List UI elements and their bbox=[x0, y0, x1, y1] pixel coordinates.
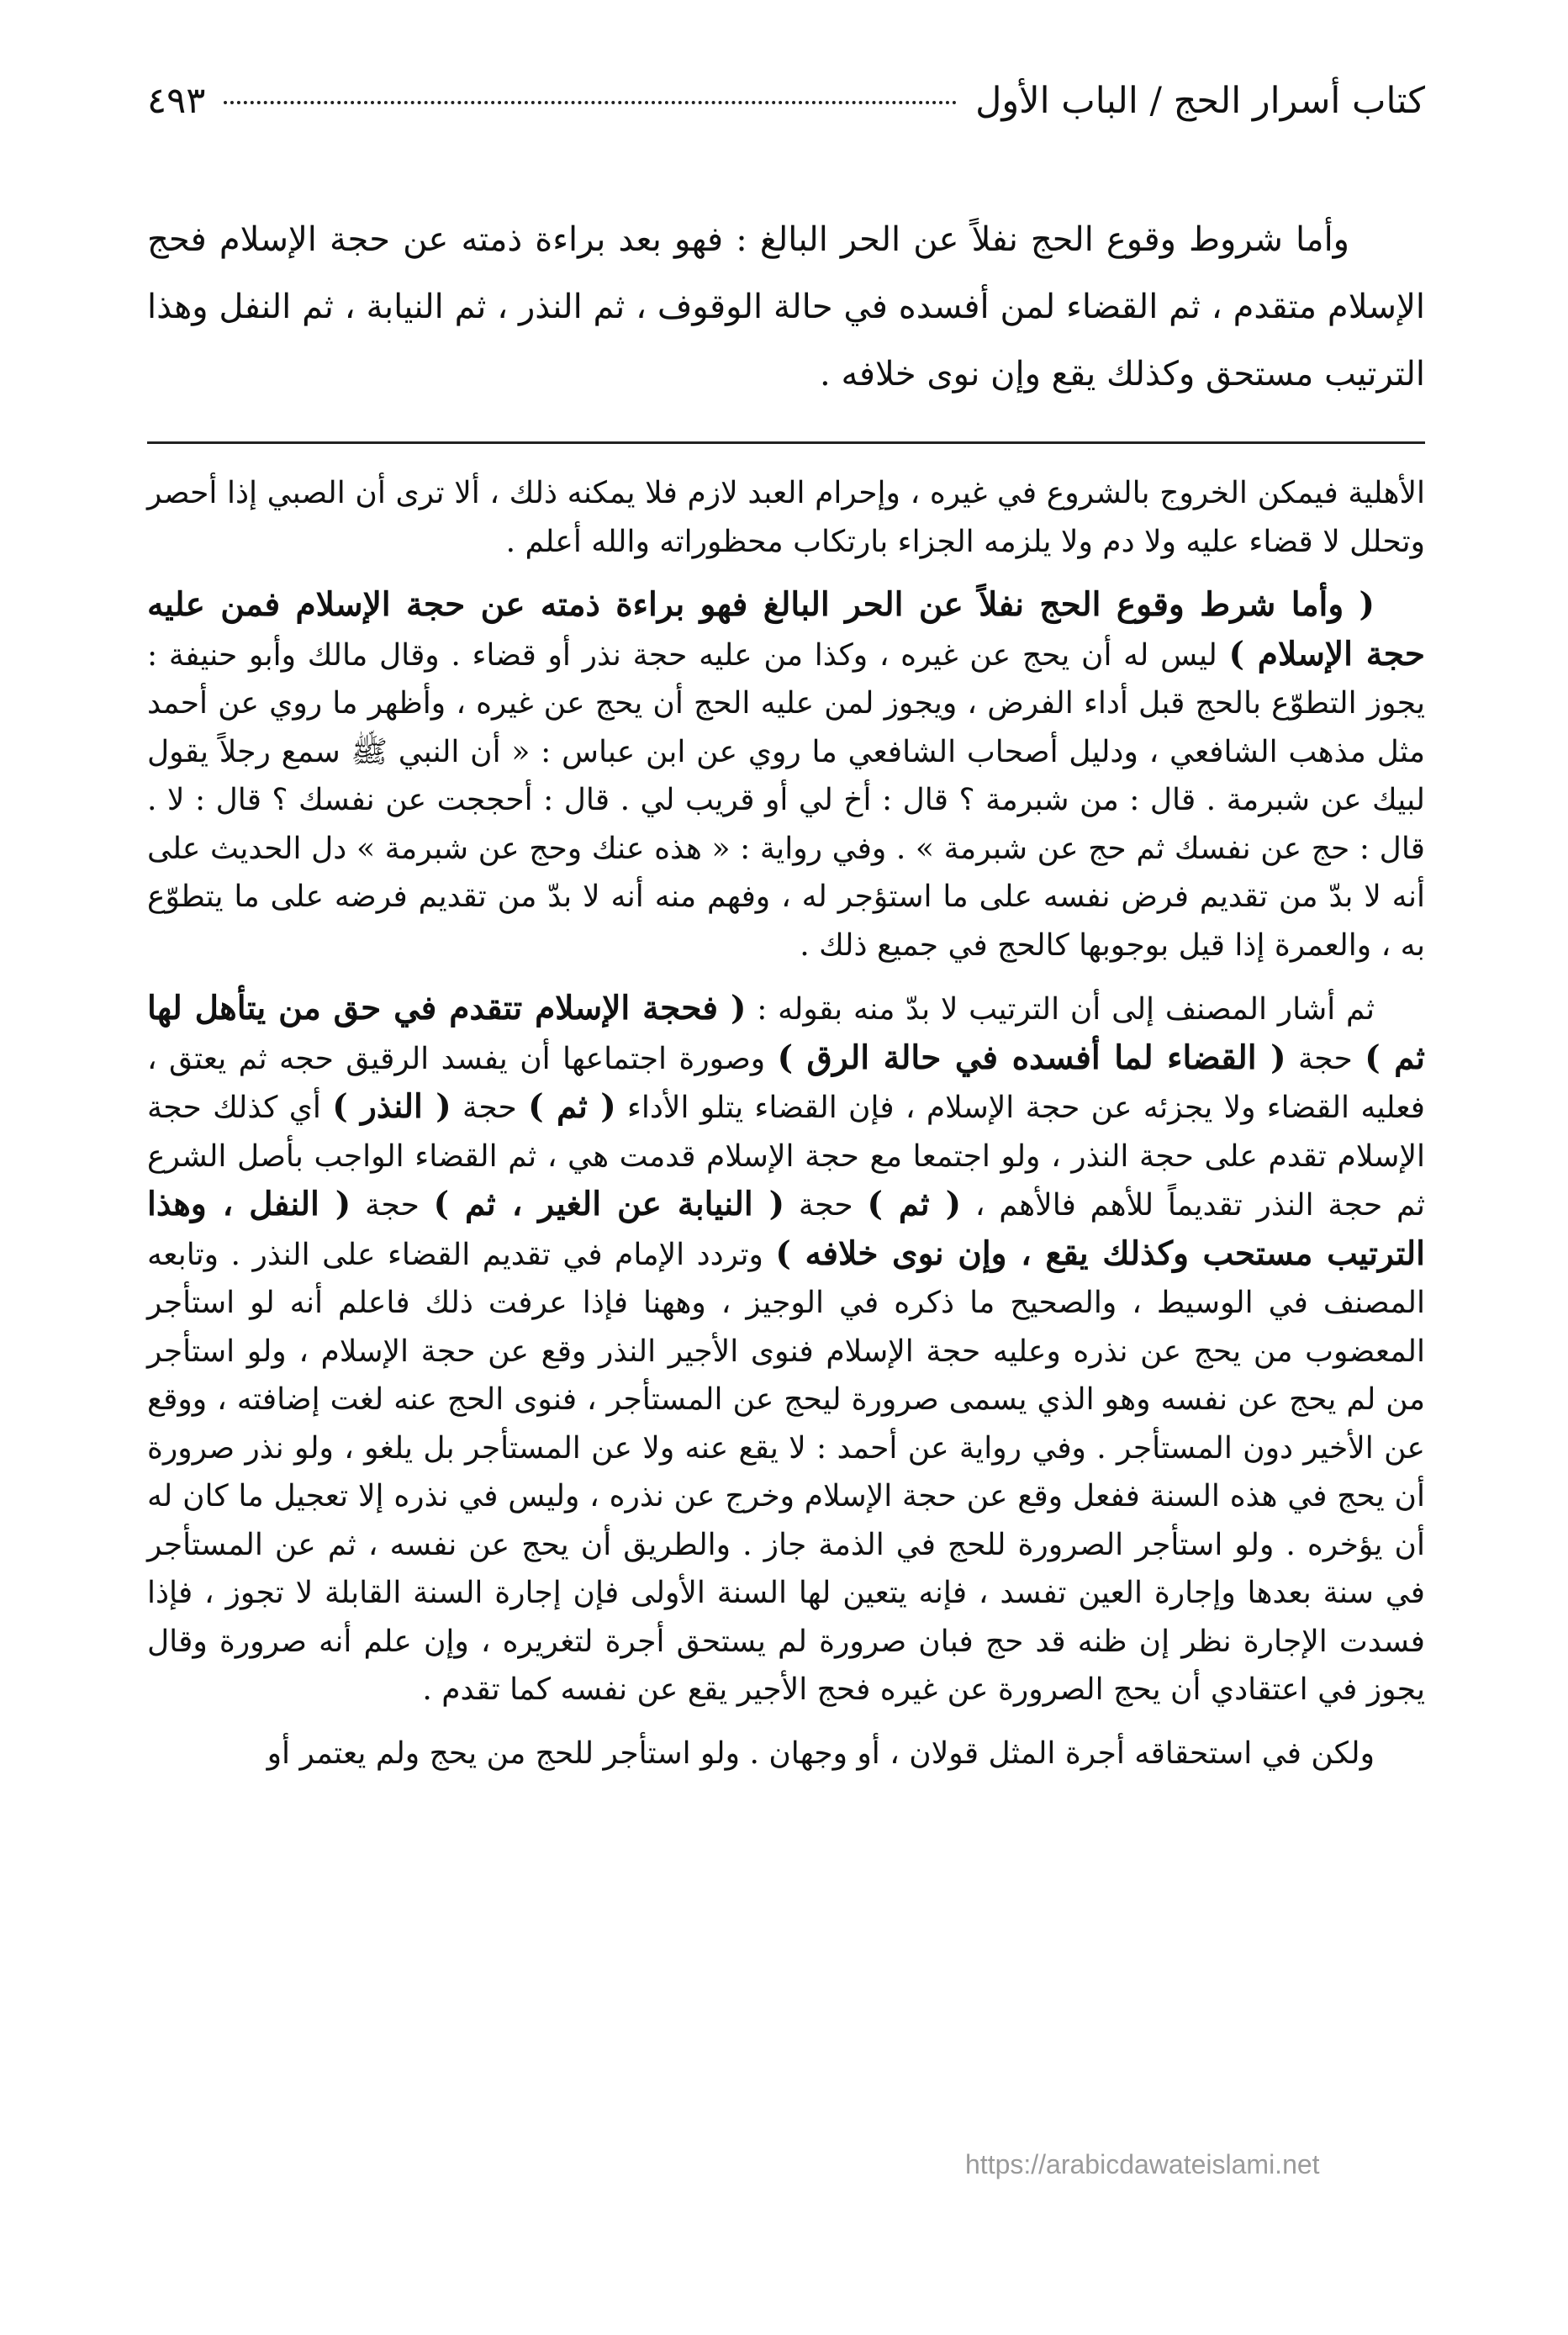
quoted-text: ( ثم ) bbox=[867, 1185, 962, 1223]
quoted-text: ( فحجة الإسلام تتقدم في حق من يتأهل لها ثم ) bbox=[147, 989, 1425, 1077]
book-page bbox=[147, 80, 1425, 1793]
commentary-block bbox=[147, 469, 1425, 1778]
leader-dots bbox=[224, 101, 957, 104]
commentary-text: ثم أشار المصنف إلى أن الترتيب لا بدّ منه بقوله : bbox=[746, 992, 1375, 1027]
commentary-text: حجة bbox=[351, 1188, 434, 1223]
commentary-paragraph-1: الأهلية فيمكن الخروج بالشروع في غيره ، وإحرام العبد لازم فلا يمكنه ذلك ، ألا ترى أن الصبي إذا أحصر وتحلل لا قضاء عليه ولا دم ولا يلزمه الجزاء بارتكاب محظوراته والله أعلم . bbox=[147, 476, 1425, 559]
quoted-text: ( النفل ، وهذا الترتيب مستحب وكذلك يقع ، وإن نوى خلافه ) bbox=[147, 1185, 1425, 1273]
commentary-text: وصورة اجتماعها أن يفسد الرقيق حجه ثم يعتق ، فعليه القضاء ولا يجزئه عن حجة الإسلام ، فإن القضاء يتلو الأداء bbox=[147, 1041, 1425, 1125]
commentary-paragraph-4: ولكن في استحقاقه أجرة المثل قولان ، أو وجهان . ولو استأجر للحج من يحج ولم يعتمر أو bbox=[267, 1735, 1375, 1771]
running-header bbox=[147, 80, 1425, 147]
separator-rule bbox=[147, 441, 1425, 444]
quoted-text: ( القضاء لما أفسده في حالة الرق ) bbox=[777, 1038, 1286, 1077]
commentary-text: حجة bbox=[784, 1188, 868, 1223]
quoted-text: ( ثم ) bbox=[528, 1087, 616, 1126]
quoted-text: ( النذر ) bbox=[332, 1087, 451, 1126]
commentary-paragraph-2 bbox=[147, 581, 1425, 969]
quoted-text: ( النيابة عن الغير ، ثم ) bbox=[433, 1185, 785, 1223]
running-title: كتاب أسرار الحج / الباب الأول bbox=[975, 80, 1425, 122]
main-text-paragraph: وأما شروط وقوع الحج نفلاً عن الحر البالغ : فهو بعد براءة ذمته عن حجة الإسلام فحج الإسلام متقدم ، ثم القضاء لمن أفسده في حالة الوقوف ، ثم النذر ، ثم النيابة ، ثم النفل وهذا الترتيب مستحق وكذلك يقع وإن نوى خلافه . bbox=[147, 220, 1426, 394]
source-watermark: https://arabicdawateislami.net bbox=[965, 2149, 1320, 2179]
commentary-text: وتردد الإمام في تقديم القضاء على النذر . وتابعه المصنف في الوسيط ، والصحيح ما ذكره في الوجيز ، وههنا فإذا عرفت ذلك فاعلم أنه لو استأجر المعضوب من يحج عن نذره وعليه حجة الإسلام فنوى الأجير النذر وقع عن حجة الإسلام ، ولو استأجر من لم يحج عن نفسه وهو الذي يسمى صرورة ليحج عن المستأجر ، فنوى الحج عنه لغت إضافته ، ووقع عن الأخير دون المستأجر . وفي رواية عن أحمد : لا يقع عنه ولا عن المستأجر بل يلغو ، ولو نذر صرورة أن يحج في هذه السنة ففعل وقع عن حجة الإسلام وخرج عن نذره ، وليس في نذره إلا تعجيل ما كان له أن يؤخره . ولو استأجر الصرورة للحج في الذمة جاز . والطريق أن يحج عن نفسه ، ثم عن المستأجر في سنة بعدها وإجارة العين تفسد ، فإنه يتعين لها السنة الأولى فإن إجارة السنة القابلة لا تجوز ، فإذا فسدت الإجارة نظر إن ظنه قد حج فبان صرورة لم يستحق أجرة لتغريره ، وإن علم أنه صرورة وقال يجوز في اعتقادي أن يحج الصرورة عن غيره فحج الأجير يقع عن نفسه كما تقدم . bbox=[147, 1237, 1426, 1707]
commentary-text: ليس له أن يحج عن غيره ، وكذا من عليه حجة نذر أو قضاء . وقال مالك وأبو حنيفة : يجوز التطوّع بالحج قبل أداء الفرض ، ويجوز لمن عليه الحج أن يحج عن غيره ، وأظهر ما روي عن أحمد مثل مذهب الشافعي ، ودليل أصحاب الشافعي ما روي عن ابن عباس : « أن النبي ﷺ سمع رجلاً يقول لبيك عن شبرمة . قال : من شبرمة ؟ قال : أخ لي أو قريب لي . قال : أحججت عن نفسك ؟ قال : لا . قال : حج عن نفسك ثم حج عن شبرمة » . وفي رواية : « هذه عنك وحج عن شبرمة » دل الحديث على أنه لا بدّ من تقديم فرض نفسه على ما استؤجر له ، وفهم منه أنه لا بدّ من تقديم فرضه على ما يتطوّع به ، والعمرة إذا قيل بوجوبها كالحج في جميع ذلك . bbox=[147, 637, 1426, 963]
commentary-text: أي كذلك حجة الإسلام تقدم على حجة النذر ، ولو اجتمعا مع حجة الإسلام قدمت هي ، ثم القضاء الواجب بأصل الشرع ثم حجة النذر تقديماً للأهم فالأهم ، bbox=[147, 1091, 1425, 1223]
page-number: ٤٩٣ bbox=[147, 80, 206, 122]
main-text-block bbox=[147, 206, 1425, 408]
quoted-text: ( وأما شرط وقوع الحج نفلاً عن الحر البالغ فهو براءة ذمته عن حجة الإسلام فمن عليه حجة الإسلام ) bbox=[147, 585, 1425, 674]
commentary-text: حجة bbox=[1286, 1041, 1365, 1076]
commentary-text: حجة bbox=[451, 1091, 529, 1125]
commentary-paragraph-3 bbox=[147, 985, 1425, 1714]
